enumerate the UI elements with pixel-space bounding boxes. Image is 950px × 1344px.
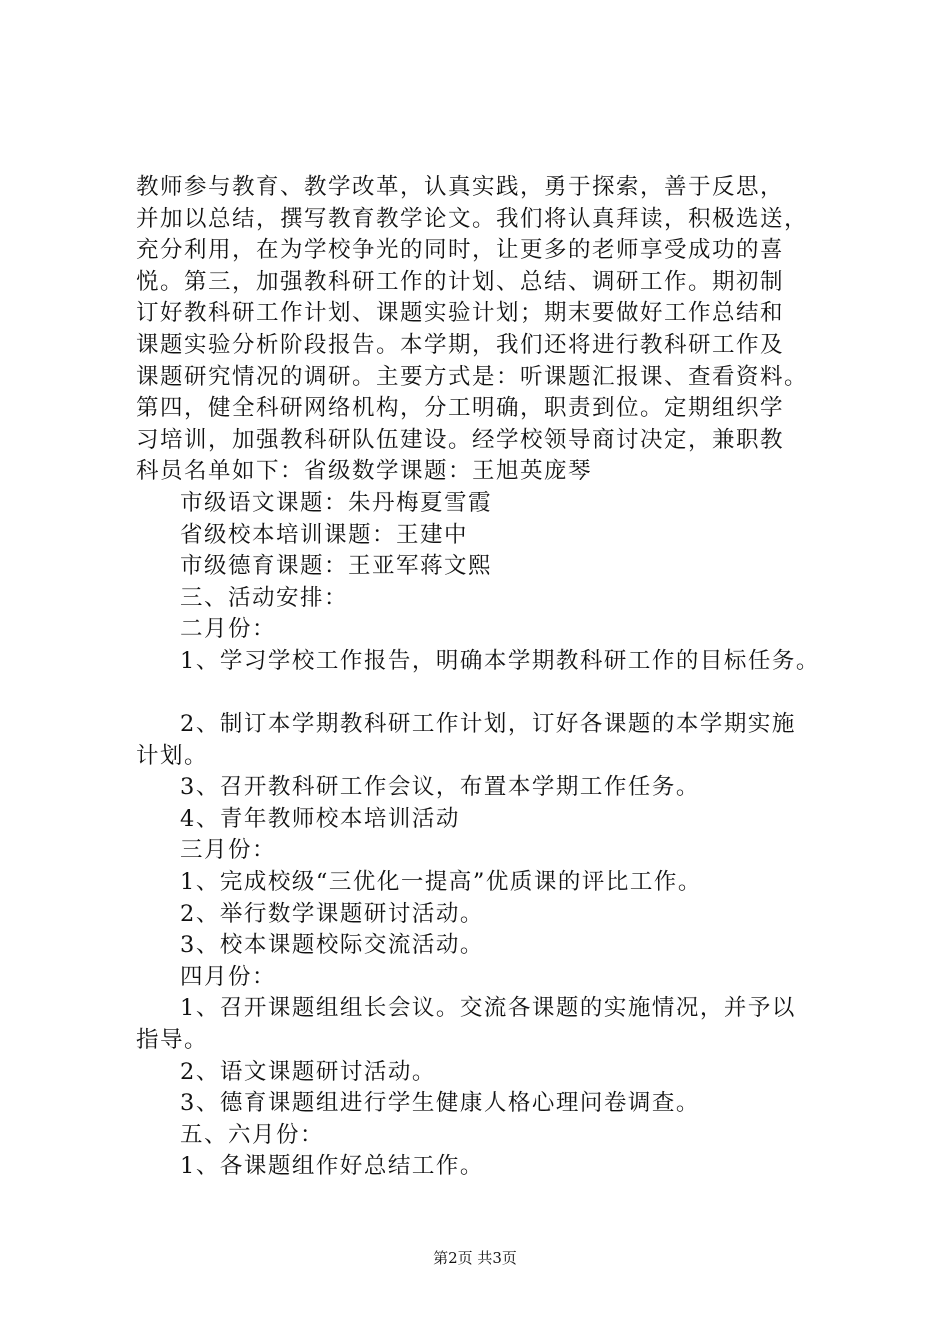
text-line: 指导。: [136, 1027, 209, 1054]
list-item: 3、德育课题组进行学生健康人格心理问卷调查。: [180, 1090, 700, 1117]
month-heading: 三月份：: [180, 837, 277, 864]
list-item: 1、召开课题组组长会议。交流各课题的实施情况，并予以: [180, 995, 796, 1022]
document-body: [136, 172, 836, 1183]
section-heading: 三、活动安排：: [180, 584, 349, 611]
text-line: 科员名单如下：省级数学课题：王旭英庞琴: [136, 458, 593, 485]
list-item: 1、完成校级“三优化一提高”优质课的评比工作。: [180, 869, 702, 896]
list-item: 2、举行数学课题研讨活动。: [180, 900, 484, 927]
text-line: 习培训，加强教科研队伍建设。经学校领导商讨决定，兼职教: [136, 426, 785, 453]
list-item: 4、青年教师校本培训活动: [180, 805, 460, 832]
page-footer: 第2页 共3页: [433, 1249, 517, 1267]
text-line: 订好教科研工作计划、课题实验计划；期末要做好工作总结和: [136, 300, 785, 327]
text-line: 省级校本培训课题：王建中: [180, 521, 469, 548]
blank-line: [136, 678, 836, 710]
list-item: 2、制订本学期教科研工作计划，订好各课题的本学期实施: [180, 711, 796, 738]
month-heading: 二月份：: [180, 616, 277, 643]
list-item: 2、语文课题研讨活动。: [180, 1058, 436, 1085]
text-line: 市级语文课题：朱丹梅夏雪霞: [180, 489, 493, 516]
list-item: 3、召开教科研工作会议，布置本学期工作任务。: [180, 774, 700, 801]
text-line: 并加以总结，撰写教育教学论文。我们将认真拜读，积极选送，: [136, 205, 809, 232]
list-item: 1、学习学校工作报告，明确本学期教科研工作的目标任务。: [180, 647, 820, 674]
text-line: 充分利用，在为学校争光的同时，让更多的老师享受成功的喜: [136, 237, 785, 264]
list-item: 1、各课题组作好总结工作。: [180, 1153, 484, 1180]
text-line: 计划。: [136, 742, 209, 769]
list-item: 3、校本课题校际交流活动。: [180, 932, 484, 959]
month-heading: 四月份：: [180, 963, 277, 990]
text-line: 悦。第三，加强教科研工作的计划、总结、调研工作。期初制: [136, 268, 785, 295]
text-line: 课题研究情况的调研。主要方式是：听课题汇报课、查看资料。: [136, 363, 809, 390]
month-heading: 五、六月份：: [180, 1121, 325, 1148]
text-line: 市级德育课题：王亚军蒋文熙: [180, 553, 493, 580]
text-line: 教师参与教育、教学改革，认真实践，勇于探索，善于反思，: [136, 174, 785, 200]
text-line: 第四，健全科研网络机构，分工明确，职责到位。定期组织学: [136, 395, 785, 422]
text-line: 课题实验分析阶段报告。本学期，我们还将进行教科研工作及: [136, 331, 785, 358]
